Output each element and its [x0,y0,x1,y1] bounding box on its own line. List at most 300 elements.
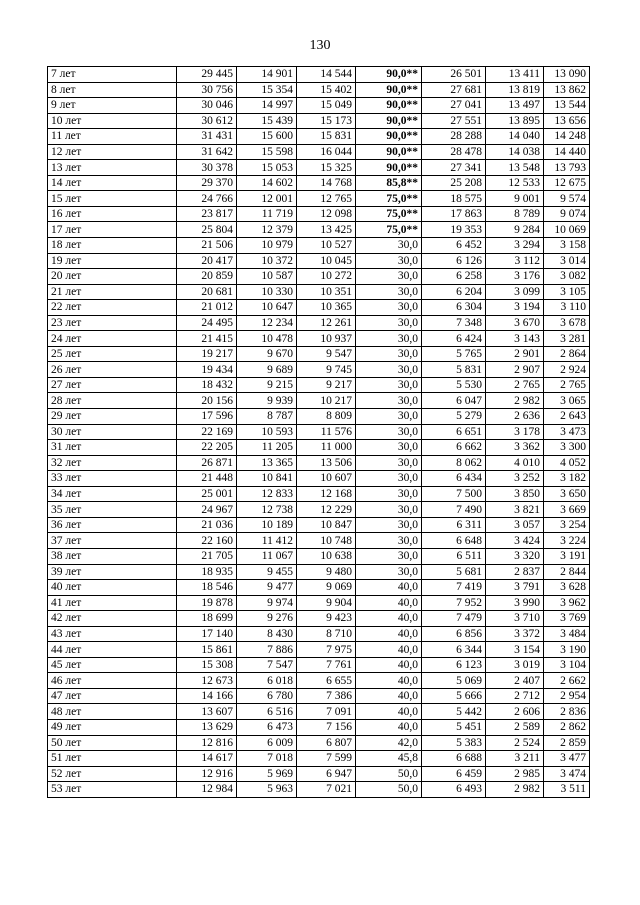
age-label-cell: 8 лет [48,82,177,98]
value-cell: 3 110 [544,300,590,316]
value-cell: 15 402 [297,82,356,98]
percent-cell: 90,0** [356,129,422,145]
value-cell: 5 069 [422,673,486,689]
value-cell: 6 009 [237,735,297,751]
value-cell: 24 967 [177,502,237,518]
value-cell: 2 636 [486,409,544,425]
value-cell: 25 001 [177,486,237,502]
age-label-cell: 50 лет [48,735,177,751]
age-label-cell: 25 лет [48,346,177,362]
value-cell: 22 160 [177,533,237,549]
value-cell: 3 190 [544,642,590,658]
value-cell: 17 863 [422,206,486,222]
value-cell: 6 511 [422,548,486,564]
value-cell: 21 036 [177,517,237,533]
value-cell: 12 001 [237,191,297,207]
value-cell: 20 859 [177,269,237,285]
value-cell: 3 678 [544,315,590,331]
value-cell: 5 765 [422,346,486,362]
value-cell: 6 856 [422,626,486,642]
value-cell: 9 284 [486,222,544,238]
value-cell: 11 576 [297,424,356,440]
value-cell: 3 791 [486,580,544,596]
value-cell: 27 341 [422,160,486,176]
value-cell: 18 699 [177,611,237,627]
value-cell: 30 378 [177,160,237,176]
value-cell: 20 681 [177,284,237,300]
value-cell: 14 768 [297,175,356,191]
percent-cell: 90,0** [356,82,422,98]
value-cell: 8 710 [297,626,356,642]
value-cell: 7 348 [422,315,486,331]
table-row [48,393,590,409]
value-cell: 15 354 [237,82,297,98]
value-cell: 14 602 [237,175,297,191]
value-cell: 9 745 [297,362,356,378]
percent-cell: 30,0 [356,362,422,378]
value-cell: 30 756 [177,82,237,98]
value-cell: 2 907 [486,362,544,378]
value-cell: 6 780 [237,688,297,704]
value-cell: 3 320 [486,548,544,564]
value-cell: 3 019 [486,657,544,673]
value-cell: 9 547 [297,346,356,362]
value-cell: 3 710 [486,611,544,627]
percent-cell: 90,0** [356,67,422,83]
value-cell: 12 765 [297,191,356,207]
table-row [48,362,590,378]
table-row [48,98,590,114]
value-cell: 5 666 [422,688,486,704]
value-cell: 9 423 [297,611,356,627]
value-cell: 9 455 [237,564,297,580]
percent-cell: 40,0 [356,688,422,704]
value-cell: 13 506 [297,455,356,471]
value-cell: 7 599 [297,751,356,767]
value-cell: 14 440 [544,144,590,160]
age-label-cell: 49 лет [48,719,177,735]
value-cell: 6 459 [422,766,486,782]
value-cell: 10 351 [297,284,356,300]
table-row [48,409,590,425]
value-cell: 14 040 [486,129,544,145]
value-cell: 12 234 [237,315,297,331]
value-cell: 15 598 [237,144,297,160]
age-label-cell: 36 лет [48,517,177,533]
table-row [48,377,590,393]
value-cell: 19 217 [177,346,237,362]
value-cell: 13 548 [486,160,544,176]
value-cell: 3 281 [544,331,590,347]
value-cell: 17 596 [177,409,237,425]
percent-cell: 90,0** [356,144,422,160]
page-number: 130 [309,38,331,53]
age-label-cell: 24 лет [48,331,177,347]
value-cell: 3 191 [544,548,590,564]
value-cell: 2 765 [544,377,590,393]
table-row [48,175,590,191]
percent-cell: 30,0 [356,455,422,471]
value-cell: 3 182 [544,471,590,487]
value-cell: 13 425 [297,222,356,238]
age-label-cell: 52 лет [48,766,177,782]
table-row [48,657,590,673]
age-label-cell: 38 лет [48,548,177,564]
percent-cell: 30,0 [356,533,422,549]
table-row [48,595,590,611]
value-cell: 11 205 [237,440,297,456]
value-cell: 9 215 [237,377,297,393]
value-cell: 18 935 [177,564,237,580]
value-cell: 5 442 [422,704,486,720]
table-row [48,766,590,782]
value-cell: 12 261 [297,315,356,331]
table-row [48,642,590,658]
value-cell: 3 105 [544,284,590,300]
percent-cell: 85,8** [356,175,422,191]
table-row [48,424,590,440]
value-cell: 31 431 [177,129,237,145]
value-cell: 4 052 [544,455,590,471]
value-cell: 3 194 [486,300,544,316]
value-cell: 3 211 [486,751,544,767]
value-cell: 6 688 [422,751,486,767]
value-cell: 10 607 [297,471,356,487]
value-cell: 3 294 [486,238,544,254]
age-label-cell: 34 лет [48,486,177,502]
value-cell: 10 478 [237,331,297,347]
value-cell: 2 589 [486,719,544,735]
age-label-cell: 12 лет [48,144,177,160]
value-cell: 10 527 [297,238,356,254]
age-label-cell: 43 лет [48,626,177,642]
value-cell: 6 304 [422,300,486,316]
value-cell: 3 104 [544,657,590,673]
value-cell: 6 424 [422,331,486,347]
value-cell: 15 049 [297,98,356,114]
percent-cell: 30,0 [356,393,422,409]
value-cell: 2 712 [486,688,544,704]
table-row [48,688,590,704]
percent-cell: 30,0 [356,502,422,518]
value-cell: 11 067 [237,548,297,564]
value-cell: 7 156 [297,719,356,735]
percent-cell: 30,0 [356,548,422,564]
percent-cell: 40,0 [356,657,422,673]
value-cell: 12 833 [237,486,297,502]
value-cell: 27 041 [422,98,486,114]
age-label-cell: 15 лет [48,191,177,207]
value-cell: 6 516 [237,704,297,720]
percent-cell: 75,0** [356,206,422,222]
value-cell: 6 807 [297,735,356,751]
value-cell: 12 816 [177,735,237,751]
value-cell: 10 847 [297,517,356,533]
age-label-cell: 29 лет [48,409,177,425]
value-cell: 23 817 [177,206,237,222]
value-cell: 3 474 [544,766,590,782]
table-row [48,82,590,98]
value-cell: 29 370 [177,175,237,191]
value-cell: 15 831 [297,129,356,145]
table-row [48,782,590,798]
value-cell: 7 386 [297,688,356,704]
value-cell: 25 208 [422,175,486,191]
age-label-cell: 28 лет [48,393,177,409]
value-cell: 9 217 [297,377,356,393]
age-label-cell: 47 лет [48,688,177,704]
age-label-cell: 19 лет [48,253,177,269]
value-cell: 21 506 [177,238,237,254]
value-cell: 5 279 [422,409,486,425]
value-cell: 28 478 [422,144,486,160]
percent-cell: 30,0 [356,409,422,425]
value-cell: 2 837 [486,564,544,580]
value-cell: 10 587 [237,269,297,285]
value-cell: 6 655 [297,673,356,689]
value-cell: 3 473 [544,424,590,440]
value-cell: 4 010 [486,455,544,471]
percent-cell: 30,0 [356,471,422,487]
value-cell: 3 014 [544,253,590,269]
value-cell: 12 533 [486,175,544,191]
percent-cell: 30,0 [356,300,422,316]
age-label-cell: 14 лет [48,175,177,191]
value-cell: 13 090 [544,67,590,83]
value-cell: 3 769 [544,611,590,627]
value-cell: 3 650 [544,486,590,502]
value-cell: 20 417 [177,253,237,269]
value-cell: 13 629 [177,719,237,735]
value-cell: 10 647 [237,300,297,316]
value-cell: 5 831 [422,362,486,378]
value-cell: 6 452 [422,238,486,254]
value-cell: 31 642 [177,144,237,160]
table-row [48,284,590,300]
value-cell: 2 836 [544,704,590,720]
age-label-cell: 40 лет [48,580,177,596]
age-label-cell: 9 лет [48,98,177,114]
age-label-cell: 30 лет [48,424,177,440]
percent-cell: 90,0** [356,113,422,129]
value-cell: 8 430 [237,626,297,642]
table-row [48,455,590,471]
value-cell: 13 544 [544,98,590,114]
value-cell: 3 484 [544,626,590,642]
value-cell: 12 379 [237,222,297,238]
percent-cell: 45,8 [356,751,422,767]
percent-cell: 30,0 [356,238,422,254]
table-row [48,502,590,518]
value-cell: 10 365 [297,300,356,316]
table-row [48,533,590,549]
value-cell: 3 057 [486,517,544,533]
value-cell: 7 018 [237,751,297,767]
value-cell: 2 864 [544,346,590,362]
value-cell: 3 178 [486,424,544,440]
value-cell: 3 424 [486,533,544,549]
value-cell: 3 154 [486,642,544,658]
table-row [48,238,590,254]
value-cell: 10 979 [237,238,297,254]
age-label-cell: 35 лет [48,502,177,518]
percent-cell: 30,0 [356,284,422,300]
value-cell: 3 821 [486,502,544,518]
value-cell: 12 738 [237,502,297,518]
table-row [48,269,590,285]
value-cell: 2 982 [486,782,544,798]
percent-cell: 40,0 [356,719,422,735]
value-cell: 10 748 [297,533,356,549]
value-cell: 10 330 [237,284,297,300]
age-label-cell: 10 лет [48,113,177,129]
value-cell: 9 670 [237,346,297,362]
age-label-cell: 45 лет [48,657,177,673]
age-label-cell: 11 лет [48,129,177,145]
value-cell: 21 415 [177,331,237,347]
value-cell: 15 439 [237,113,297,129]
value-cell: 2 643 [544,409,590,425]
age-population-table [47,66,590,798]
value-cell: 3 670 [486,315,544,331]
value-cell: 7 886 [237,642,297,658]
value-cell: 3 669 [544,502,590,518]
age-label-cell: 41 лет [48,595,177,611]
value-cell: 3 224 [544,533,590,549]
value-cell: 13 895 [486,113,544,129]
value-cell: 2 765 [486,377,544,393]
value-cell: 14 997 [237,98,297,114]
percent-cell: 40,0 [356,595,422,611]
age-label-cell: 17 лет [48,222,177,238]
value-cell: 6 434 [422,471,486,487]
value-cell: 13 497 [486,98,544,114]
percent-cell: 30,0 [356,486,422,502]
table-row [48,113,590,129]
value-cell: 3 628 [544,580,590,596]
value-cell: 7 975 [297,642,356,658]
value-cell: 7 419 [422,580,486,596]
value-cell: 14 617 [177,751,237,767]
value-cell: 9 574 [544,191,590,207]
value-cell: 19 878 [177,595,237,611]
percent-cell: 42,0 [356,735,422,751]
table-row [48,626,590,642]
value-cell: 30 612 [177,113,237,129]
value-cell: 15 308 [177,657,237,673]
age-label-cell: 23 лет [48,315,177,331]
value-cell: 6 047 [422,393,486,409]
value-cell: 14 248 [544,129,590,145]
value-cell: 22 205 [177,440,237,456]
age-label-cell: 33 лет [48,471,177,487]
value-cell: 5 963 [237,782,297,798]
value-cell: 5 383 [422,735,486,751]
percent-cell: 30,0 [356,377,422,393]
value-cell: 6 344 [422,642,486,658]
value-cell: 13 365 [237,455,297,471]
value-cell: 7 091 [297,704,356,720]
table-row [48,517,590,533]
percent-cell: 40,0 [356,580,422,596]
percent-cell: 40,0 [356,704,422,720]
percent-cell: 90,0** [356,98,422,114]
value-cell: 3 254 [544,517,590,533]
value-cell: 9 477 [237,580,297,596]
value-cell: 6 204 [422,284,486,300]
value-cell: 6 651 [422,424,486,440]
percent-cell: 30,0 [356,564,422,580]
value-cell: 15 173 [297,113,356,129]
value-cell: 18 432 [177,377,237,393]
percent-cell: 75,0** [356,222,422,238]
table-row [48,144,590,160]
table-row [48,191,590,207]
value-cell: 19 353 [422,222,486,238]
value-cell: 16 044 [297,144,356,160]
value-cell: 12 916 [177,766,237,782]
table-body [48,67,590,798]
value-cell: 7 490 [422,502,486,518]
value-cell: 3 143 [486,331,544,347]
value-cell: 26 871 [177,455,237,471]
value-cell: 6 311 [422,517,486,533]
value-cell: 21 012 [177,300,237,316]
age-label-cell: 46 лет [48,673,177,689]
value-cell: 8 787 [237,409,297,425]
value-cell: 7 952 [422,595,486,611]
age-label-cell: 18 лет [48,238,177,254]
value-cell: 9 074 [544,206,590,222]
age-label-cell: 22 лет [48,300,177,316]
value-cell: 6 473 [237,719,297,735]
value-cell: 10 272 [297,269,356,285]
value-cell: 20 156 [177,393,237,409]
value-cell: 10 069 [544,222,590,238]
percent-cell: 30,0 [356,424,422,440]
value-cell: 7 761 [297,657,356,673]
value-cell: 12 168 [297,486,356,502]
age-label-cell: 53 лет [48,782,177,798]
age-label-cell: 48 лет [48,704,177,720]
value-cell: 14 901 [237,67,297,83]
age-label-cell: 31 лет [48,440,177,456]
percent-cell: 50,0 [356,782,422,798]
table-row [48,331,590,347]
value-cell: 10 937 [297,331,356,347]
percent-cell: 30,0 [356,440,422,456]
table-row [48,253,590,269]
value-cell: 25 804 [177,222,237,238]
age-label-cell: 13 лет [48,160,177,176]
value-cell: 3 477 [544,751,590,767]
value-cell: 21 705 [177,548,237,564]
value-cell: 24 766 [177,191,237,207]
value-cell: 13 411 [486,67,544,83]
age-label-cell: 51 лет [48,751,177,767]
value-cell: 13 656 [544,113,590,129]
value-cell: 27 681 [422,82,486,98]
age-label-cell: 32 лет [48,455,177,471]
value-cell: 7 547 [237,657,297,673]
value-cell: 7 479 [422,611,486,627]
value-cell: 10 045 [297,253,356,269]
value-cell: 3 252 [486,471,544,487]
table-row [48,206,590,222]
percent-cell: 75,0** [356,191,422,207]
value-cell: 13 862 [544,82,590,98]
value-cell: 5 530 [422,377,486,393]
